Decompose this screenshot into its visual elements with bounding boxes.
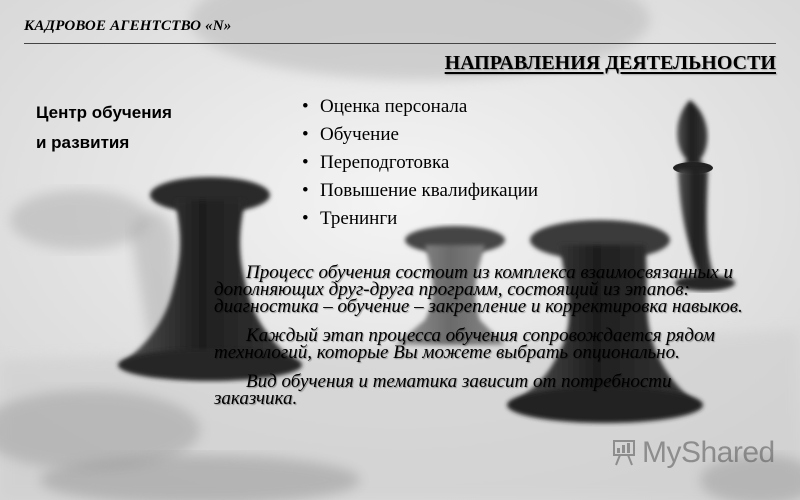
list-item: • Тренинги (302, 205, 538, 233)
list-item: • Переподготовка (302, 149, 538, 177)
watermark-text: MyShared (642, 436, 775, 469)
agency-name: КАДРОВОЕ АГЕНТСТВО «N» (24, 18, 232, 34)
paragraph: Каждый этап процесса обучения сопровождается рядом технологий, которые Вы можете выбрать опционально. (214, 325, 715, 363)
section-label (36, 98, 172, 158)
watermark-logo (612, 436, 775, 470)
presentation-board-icon (612, 439, 636, 467)
description-text (214, 264, 754, 419)
list-item: • Обучение (302, 121, 538, 149)
section-label-line-1: Центр обучения (36, 103, 172, 122)
list-item: • Оценка персонала (302, 93, 538, 121)
services-list (302, 93, 538, 233)
section-label-line-2: и развития (36, 133, 130, 152)
paragraph: Процесс обучения состоит из комплекса взаимосвязанных и дополняющих друг-друга программ, состоящий из этапов: диагностика – обучение – закрепление и корректировка навыков. (214, 262, 743, 317)
paragraph: Вид обучения и тематика зависит от потребности заказчика. (214, 371, 672, 409)
page-title: НАПРАВЛЕНИЯ ДЕЯТЕЛЬНОСТИ (444, 52, 776, 74)
list-item: • Повышение квалификации (302, 177, 538, 205)
header-divider (24, 43, 776, 44)
